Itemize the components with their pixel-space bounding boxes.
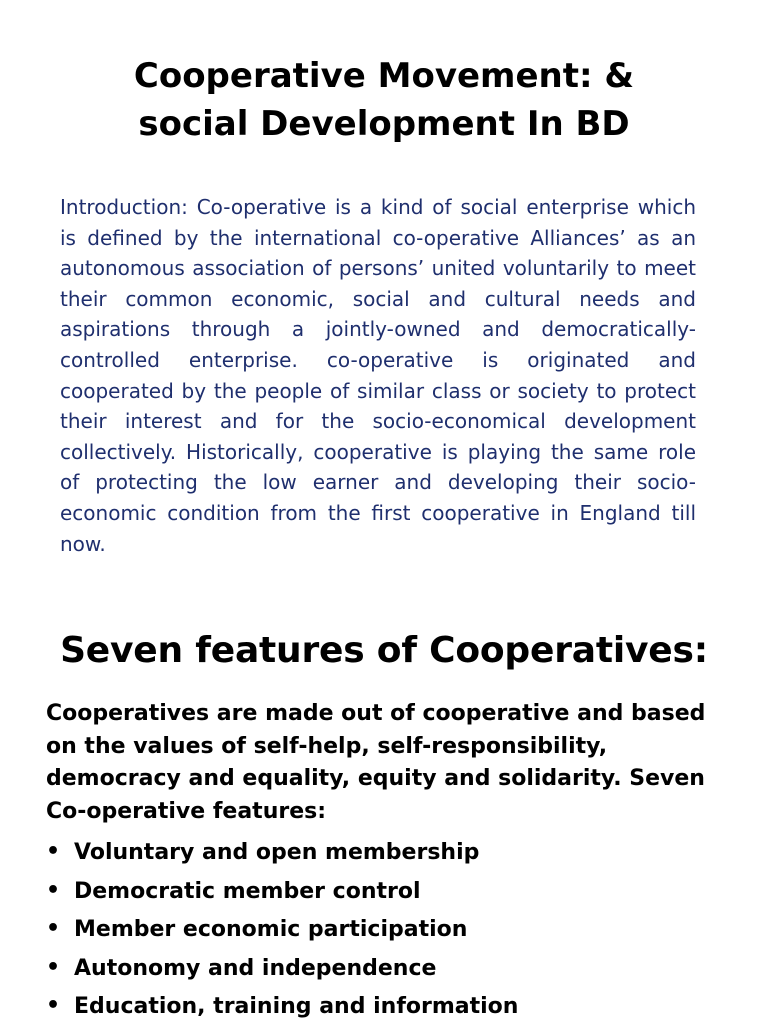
title-line-2: social Development In BD	[138, 104, 630, 144]
list-item	[46, 911, 722, 950]
list-item	[46, 950, 722, 989]
bullet-icon: •	[46, 954, 61, 980]
features-list	[46, 834, 722, 1024]
list-item	[46, 873, 722, 912]
page-title	[40, 52, 728, 148]
feature-label: Democratic member control	[74, 878, 421, 904]
list-item	[46, 834, 722, 873]
bullet-icon: •	[46, 993, 61, 1019]
bullet-icon: •	[46, 916, 61, 942]
feature-label: Member economic participation	[74, 917, 468, 943]
bullet-icon: •	[46, 839, 61, 864]
features-lead-paragraph: Cooperatives are made out of cooperative and based on the values of self-help, self-responsibility, democracy and equality, equity and solidarity. Seven Co-operative features:	[46, 701, 706, 824]
feature-label: Autonomy and independence	[74, 955, 437, 981]
features-heading: Seven features of Cooperatives:	[60, 630, 708, 671]
feature-label: Voluntary and open membership	[74, 840, 480, 865]
bullet-icon: •	[46, 877, 61, 903]
list-item	[46, 988, 722, 1024]
introduction-paragraph: Introduction: Co-operative is a kind of social enterprise which is defined by the international co-operative Alliances’ as an autonomous association of persons’ united voluntarily to meet their common economic, social and cultural needs and aspirations through a jointly-owned and democratically-controlled enterprise. co-operative is originated and cooperated by the people of similar class or society to protect their interest and for the socio-economical development collectively. Historically, cooperative is playing the same role of protecting the low earner and developing their socio-economic condition from the first cooperative in England till now.	[60, 195, 696, 556]
title-line-1: Cooperative Movement: &	[133, 56, 635, 96]
feature-label: Education, training and information	[74, 994, 519, 1020]
